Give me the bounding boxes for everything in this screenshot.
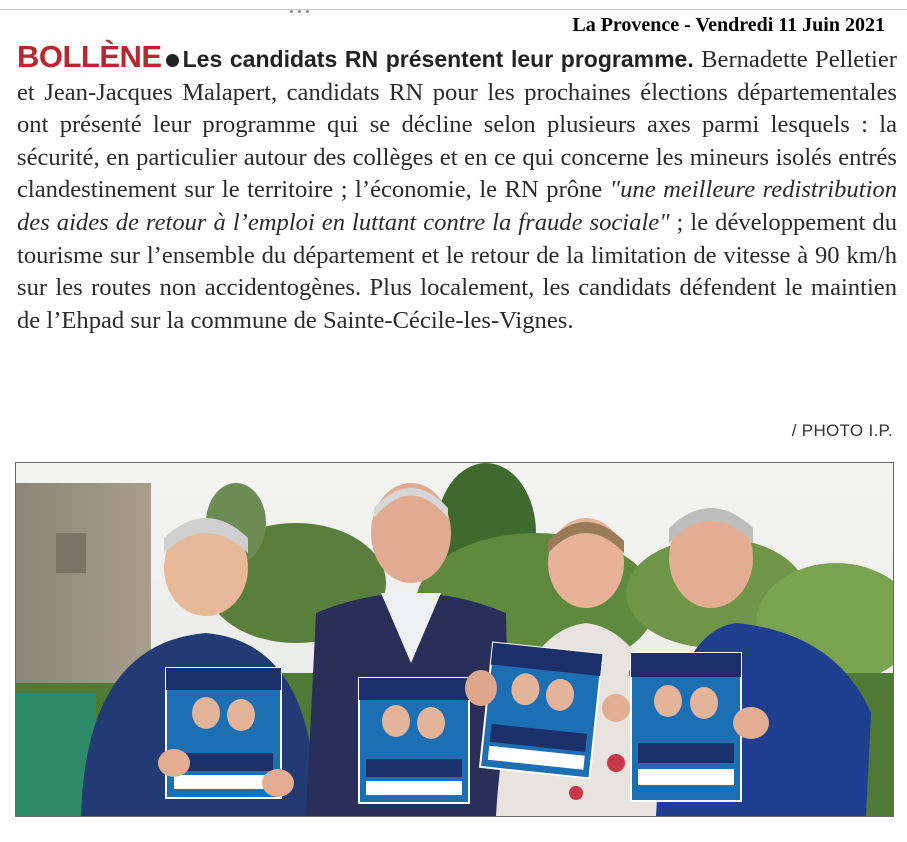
leaflet-3 xyxy=(480,643,602,779)
article-text xyxy=(17,41,897,337)
masthead: La Provence - Vendredi 11 Juin 2021 xyxy=(572,14,885,36)
top-rule xyxy=(0,9,907,10)
top-decoration xyxy=(290,0,320,6)
photo-illustration xyxy=(16,463,893,816)
bullet-icon xyxy=(166,54,179,67)
leaflet-2 xyxy=(359,678,469,803)
kicker: BOLLÈNE xyxy=(17,39,162,74)
headline: Les candidats RN présentent leur programme. xyxy=(182,46,694,72)
news-photo xyxy=(15,462,894,817)
leaflet-4 xyxy=(631,653,741,801)
body-start: Bernadette Pelletier et Jean-Jacques Malapert, candidats RN pour les prochaines élections départementales ont présenté leur programme qui se décline selon plusieurs axes parmi lesquels : la sécurité, en particulier autour des collèges et en ce qui concerne les mineurs isolés entrés clandestinement sur le territoire ; l’économie, le RN prône xyxy=(17,46,897,204)
quote: "une meilleure redistribution des aides de retour à l’emploi en luttant contre la fraude sociale" xyxy=(17,176,897,236)
body-end: ; le développement du tourisme sur l’ensemble du département et le retour de la limitation de vitesse à 90 km/h sur les routes non accidentogènes. Plus localement, les candidats défendent le maintien de l’Ehpad sur la commune de Sainte-Cécile-les-Vignes. xyxy=(17,208,897,334)
photo-credit: / PHOTO I.P. xyxy=(791,421,893,440)
